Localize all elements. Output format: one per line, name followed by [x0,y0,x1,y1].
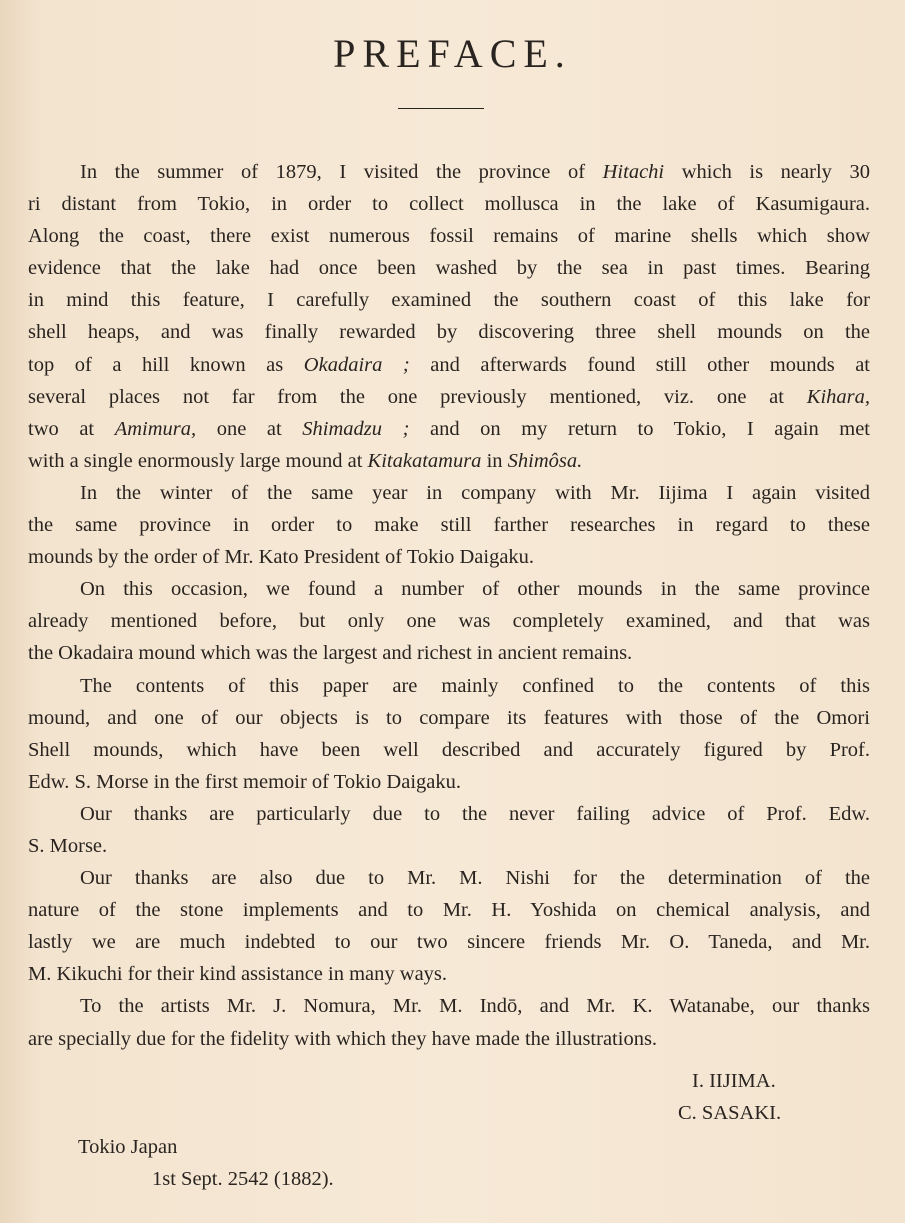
text-run: Our thanks are particularly due to the never failing advice of Prof. Edw. [80,802,870,825]
paragraph-1-line [28,381,870,413]
italic-place-name: Okadaira ; [303,353,410,376]
paragraph-3-line [28,605,870,637]
text-run: and afterwards found still other mounds at [409,353,870,376]
text-run: in mind this feature, I carefully examined the southern coast of this lake for [28,289,870,312]
paragraph-1-line [28,220,870,252]
paragraph-1-line [28,284,870,316]
text-run: two at [28,417,115,440]
text-run: which is nearly 30 [664,161,870,183]
text-run: In the winter of the same year in company with Mr. Iijima I again visited [80,481,870,504]
paragraph-7-line [28,1023,870,1055]
signature-iijima: I. IIJIMA. [692,1070,776,1092]
paragraph-4-line [28,766,870,798]
text-run: several places not far from the one previously mentioned, viz. one at [28,385,807,408]
text-run: On this occasion, we found a number of other mounds in the same province [80,578,870,601]
text-run: the Okadaira mound which was the largest and richest in ancient remains. [28,642,633,665]
title-divider [398,108,484,109]
paragraph-1-line [28,156,870,188]
page-title: PREFACE. [333,31,572,76]
text-run: mound, and one of our objects is to compare its features with those of the Omori [28,706,870,729]
paragraph-4-line [28,734,870,766]
paragraph-6-line [28,958,870,990]
text-run: mounds by the order of Mr. Kato President of Tokio Daigaku. [28,546,535,569]
text-run: the same province in order to make still farther researches in regard to these [28,514,870,537]
paragraph-1-line [28,445,870,477]
italic-place-name: Kitakatamura [367,449,482,472]
text-run: M. Kikuchi for their kind assistance in many ways. [28,963,448,986]
paragraph-3-line [28,637,870,669]
paragraph-2-line [28,541,870,573]
preface-body [28,156,870,1055]
place-line: Tokio Japan [78,1136,178,1158]
paragraph-4-line [28,702,870,734]
paragraph-1-line [28,188,870,220]
italic-place-name: Shimôsa. [507,449,583,472]
text-run: nature of the stone implements and to Mr. H. Yoshida on chemical analysis, and [28,899,870,922]
text-run: top of a hill known as [28,353,304,376]
text-run: evidence that the lake had once been washed by the sea in past times. Bearing [28,257,870,280]
italic-place-name: Amimura, [114,417,197,440]
text-run: and on my return to Tokio, I again met [409,417,871,440]
paragraph-1-line [28,413,870,445]
text-run: ri distant from Tokio, in order to collect mollusca in the lake of Kasumigaura. [28,193,870,216]
paragraph-6-line [28,926,870,958]
paragraph-7-line [28,990,870,1022]
text-run: S. Morse. [28,834,108,857]
text-run: The contents of this paper are mainly confined to the contents of this [80,674,870,697]
paragraph-2-line [28,509,870,541]
paragraph-3-line [28,573,870,605]
date-line: 1st Sept. 2542 (1882). [152,1168,334,1190]
paragraph-5-line [28,830,870,862]
text-run: To the artists Mr. J. Nomura, Mr. M. Indō, and Mr. K. Watanabe, our thanks [80,995,870,1018]
paragraph-1-line [28,349,870,381]
text-run: in [481,449,508,472]
text-run: are specially due for the fidelity with which they have made the illustrations. [28,1027,658,1050]
text-run: with a single enormously large mound at [28,449,368,472]
italic-place-name: Hitachi [602,161,665,183]
paragraph-6-line [28,894,870,926]
paragraph-4-line [28,670,870,702]
signature-sasaki: C. SASAKI. [678,1102,782,1124]
text-run: Edw. S. Morse in the first memoir of Tokio Daigaku. [28,770,461,793]
paragraph-6-line [28,862,870,894]
text-run: Our thanks are also due to Mr. M. Nishi for the determination of the [80,867,870,890]
text-run: one at [196,417,303,440]
paragraph-2-line [28,477,870,509]
paragraph-1-line [28,252,870,284]
paragraph-5-line [28,798,870,830]
italic-place-name: Shimadzu ; [302,417,410,440]
text-run: already mentioned before, but only one was completely examined, and that was [28,610,870,633]
italic-place-name: Kihara, [806,385,870,408]
text-run: Along the coast, there exist numerous fossil remains of marine shells which show [28,225,870,248]
text-run: lastly we are much indebted to our two sincere friends Mr. O. Taneda, and Mr. [28,931,870,954]
text-run: Shell mounds, which have been well described and accurately figured by Prof. [28,738,870,761]
text-run: shell heaps, and was finally rewarded by discovering three shell mounds on the [28,321,870,344]
text-run: In the summer of 1879, I visited the province of [80,161,603,183]
paragraph-1-line [28,316,870,348]
